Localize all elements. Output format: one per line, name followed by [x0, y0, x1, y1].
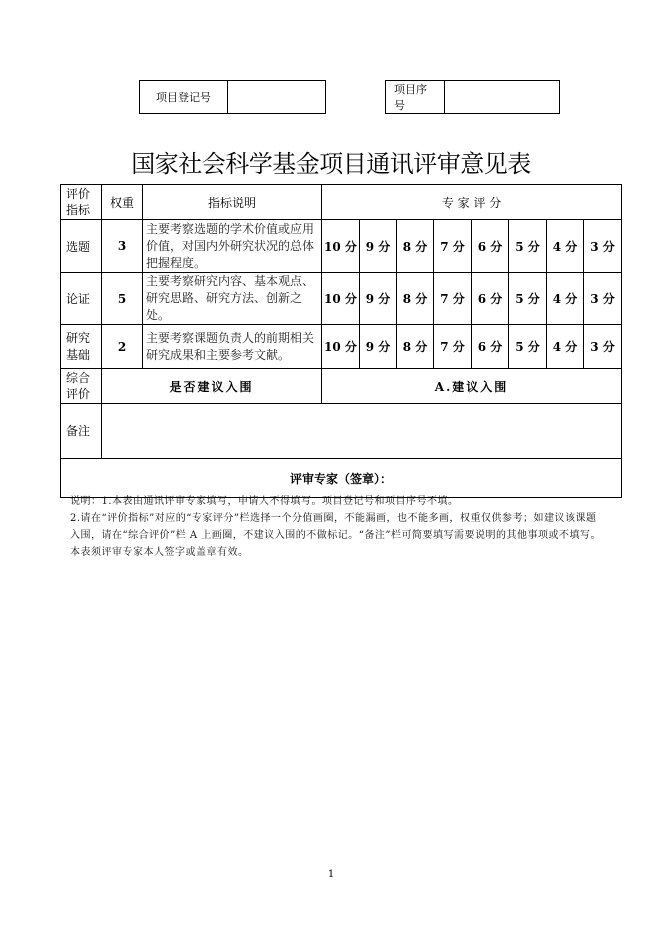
note-line: 2.请在“评价指标”对应的“专家评分”栏选择一个分值画圈，不能漏画，也不能多画，权重仅供参考；如建议该课题入围，请在“综合评价”栏 A 上画圈，不建议入围的不做标记。“备注”栏可简要填写需要说明的其他事项或不填写。本表须评审专家本人签字或盖章有效。 [70, 513, 602, 558]
review-table [60, 184, 622, 498]
instructions [70, 493, 604, 561]
header-description: 指标说明 [143, 185, 322, 220]
score-option[interactable]: 3 分 [584, 220, 622, 273]
weight-value: 5 [102, 273, 143, 325]
score-option[interactable]: 5 分 [509, 325, 547, 369]
score-option[interactable]: 5 分 [509, 220, 547, 273]
weight-value: 2 [102, 325, 143, 369]
indicator-description: 主要考察研究内容、基本观点、研究思路、研究方法、创新之处。 [143, 273, 322, 325]
expert-signature[interactable]: 评审专家（签章）： [61, 459, 622, 498]
score-option[interactable]: 6 分 [472, 273, 509, 325]
score-option[interactable]: 4 分 [547, 325, 584, 369]
score-option[interactable]: 6 分 [472, 220, 509, 273]
score-option[interactable]: 8 分 [397, 220, 434, 273]
score-option[interactable]: 10 分 [322, 273, 360, 325]
indicator-description: 主要考察课题负责人的前期相关研究成果和主要参考文献。 [143, 325, 322, 369]
header-indicator: 评价 指标 [61, 185, 102, 220]
recommend-option-a[interactable]: A.建议入围 [322, 369, 622, 404]
score-option[interactable]: 3 分 [584, 273, 622, 325]
overall-evaluation-label: 综合 评价 [61, 369, 102, 404]
header-expert-score: 专 家 评 分 [322, 185, 622, 220]
registration-number-field[interactable] [228, 81, 325, 113]
note-line: 说明：1.本表由通讯评审专家填写，申请人不得填写。项目登记号和项目序号不填。 [70, 496, 459, 507]
sequence-number-field[interactable] [445, 81, 559, 113]
score-option[interactable]: 10 分 [322, 325, 360, 369]
score-option[interactable]: 9 分 [360, 273, 397, 325]
registration-number-label: 项目登记号 [140, 81, 228, 113]
header-weight: 权重 [102, 185, 143, 220]
page-number: 1 [327, 869, 335, 880]
indicator-topic: 选题 [61, 220, 102, 273]
indicator-argument: 论证 [61, 273, 102, 325]
indicator-description: 主要考察选题的学术价值或应用价值，对国内外研究状况的总体把握程度。 [143, 220, 322, 273]
score-option[interactable]: 10 分 [322, 220, 360, 273]
score-option[interactable]: 5 分 [509, 273, 547, 325]
table-row [61, 273, 622, 325]
score-option[interactable]: 8 分 [397, 273, 434, 325]
recommend-question: 是否建议入围 [102, 369, 322, 404]
remarks-field[interactable] [102, 404, 622, 459]
sequence-number-label: 项目序号 [386, 81, 445, 113]
page-title: 国家社会科学基金项目通讯评审意见表 [131, 150, 531, 178]
score-option[interactable]: 8 分 [397, 325, 434, 369]
table-row [61, 220, 622, 273]
score-option[interactable]: 7 分 [434, 273, 472, 325]
score-option[interactable]: 9 分 [360, 220, 397, 273]
remarks-label: 备注 [61, 404, 102, 459]
indicator-research-basis: 研究 基础 [61, 325, 102, 369]
score-option[interactable]: 3 分 [584, 325, 622, 369]
weight-value: 3 [102, 220, 143, 273]
table-row [61, 325, 622, 369]
score-option[interactable]: 9 分 [360, 325, 397, 369]
project-sequence-box [385, 80, 560, 114]
score-option[interactable]: 6 分 [472, 325, 509, 369]
score-option[interactable]: 4 分 [547, 273, 584, 325]
score-option[interactable]: 4 分 [547, 220, 584, 273]
score-option[interactable]: 7 分 [434, 325, 472, 369]
project-registration-box [139, 80, 326, 114]
score-option[interactable]: 7 分 [434, 220, 472, 273]
